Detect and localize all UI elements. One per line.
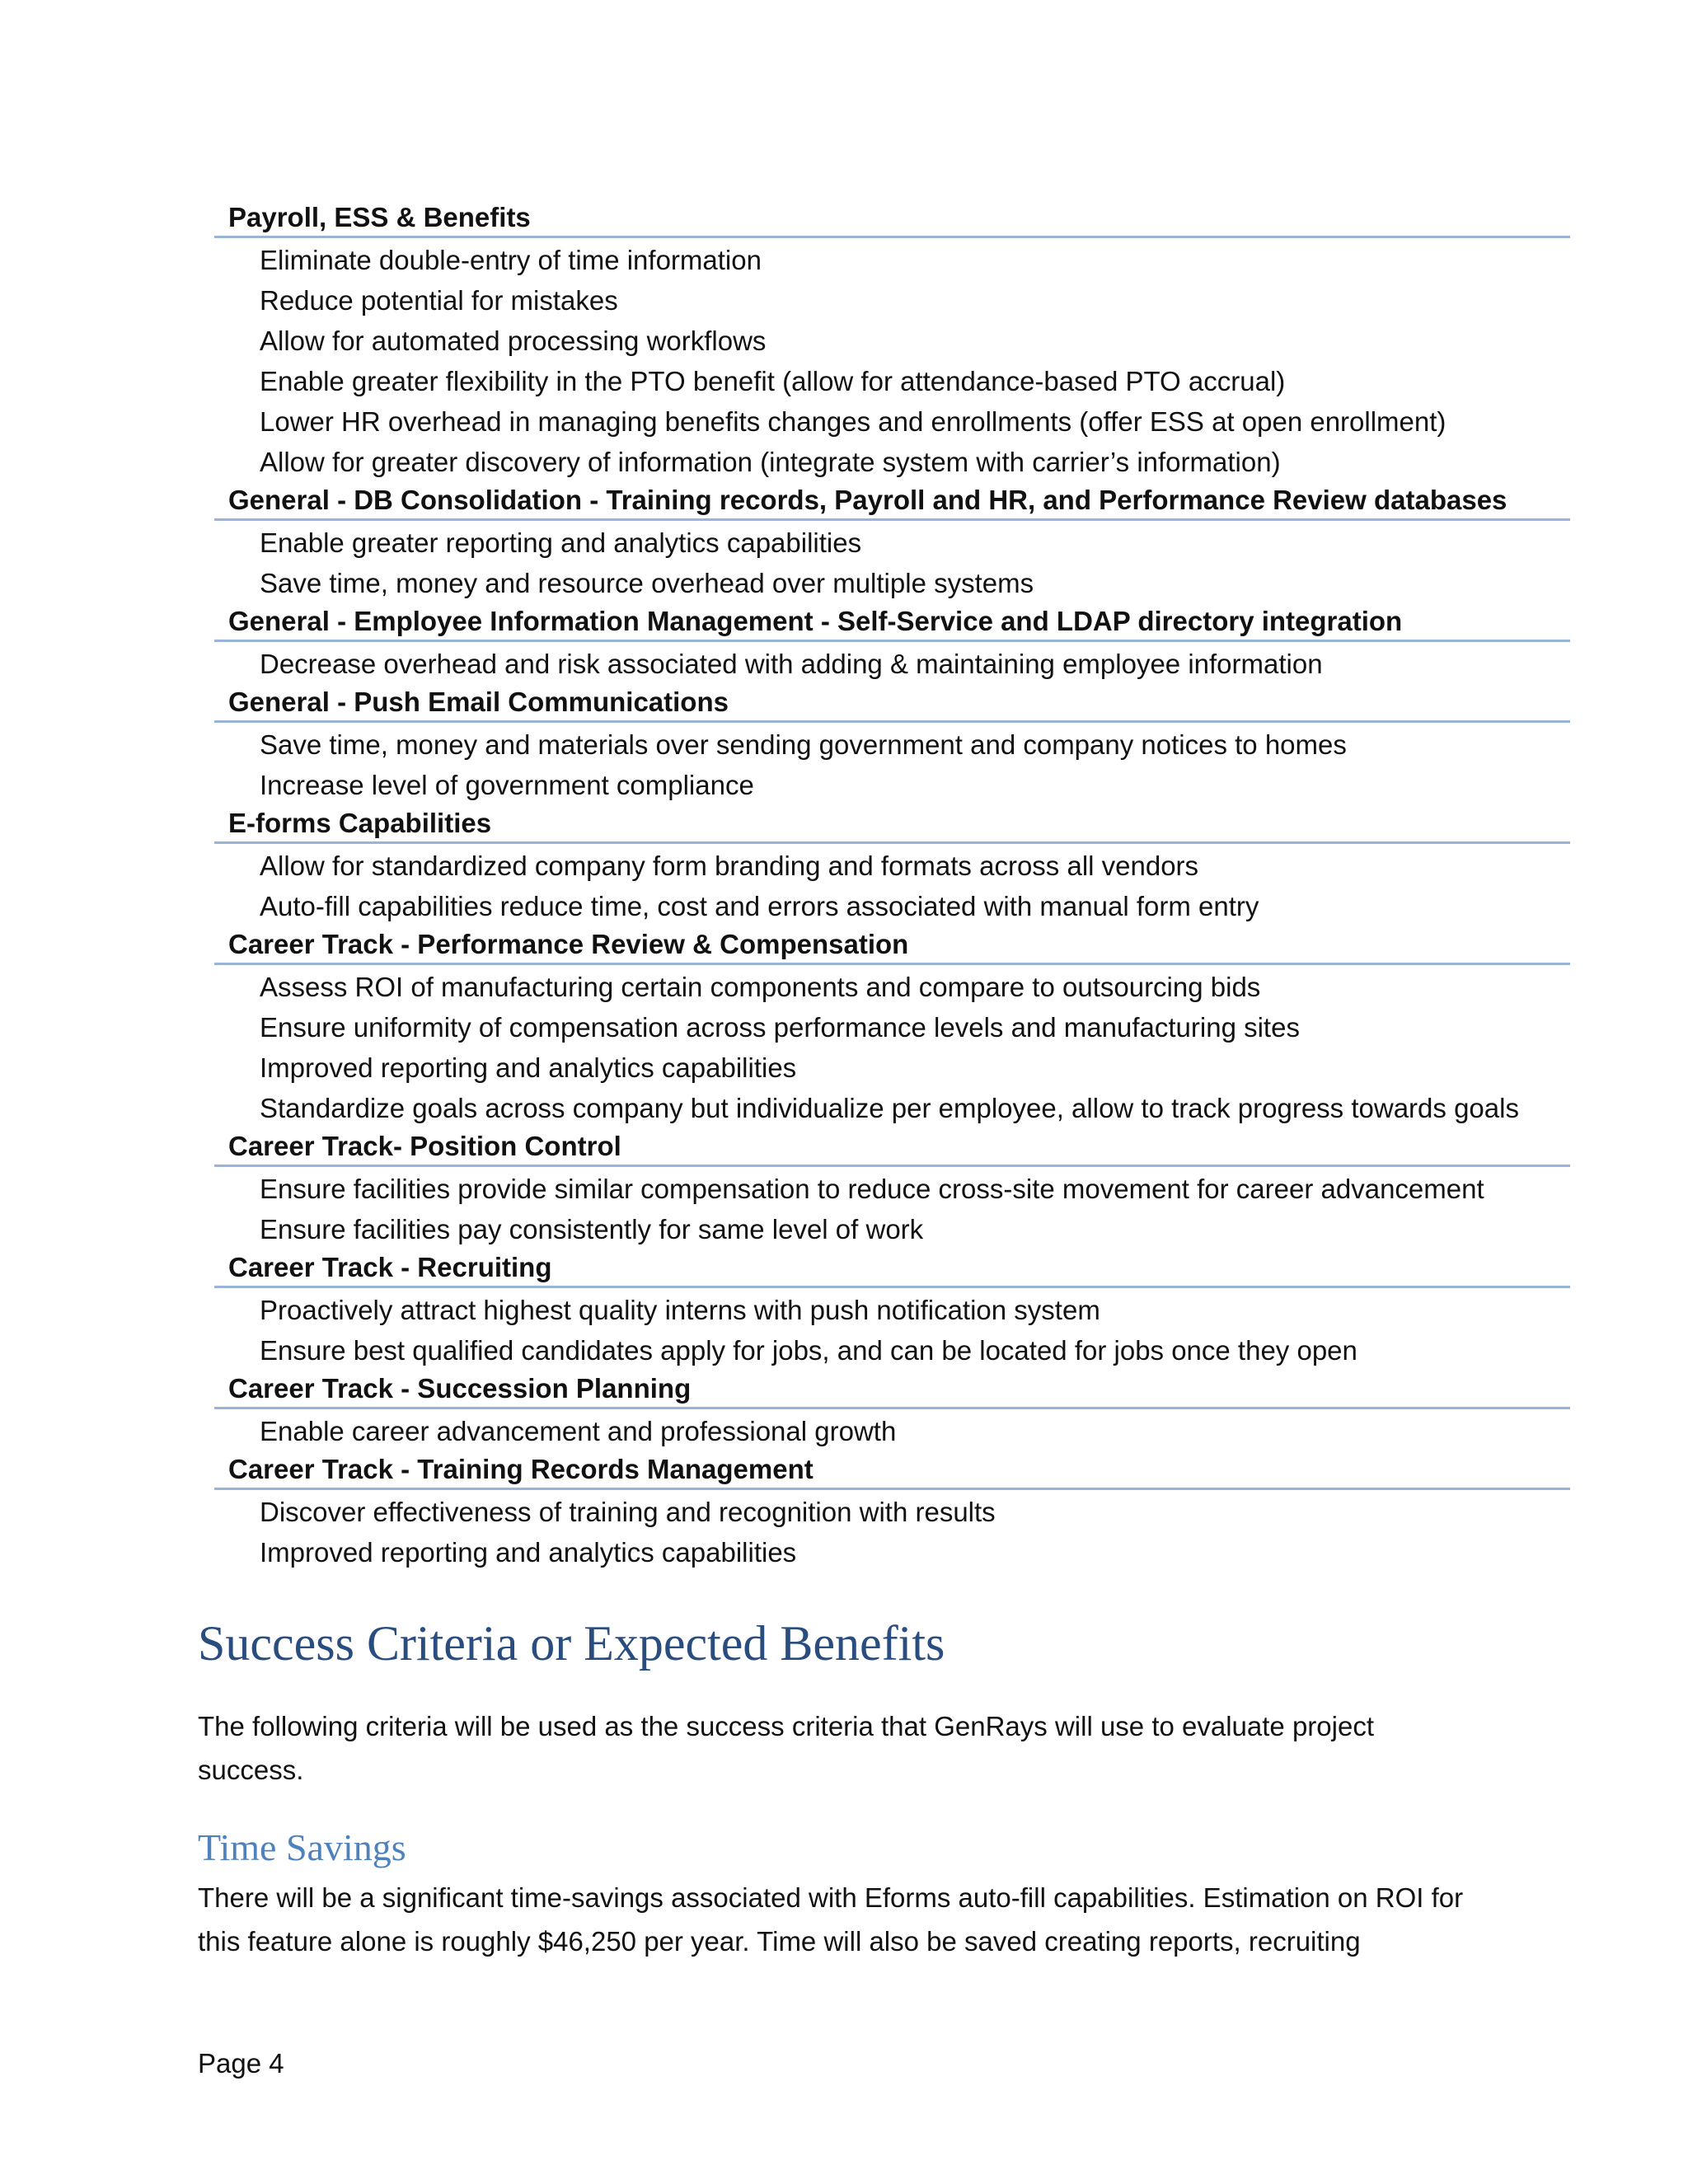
section-items <box>214 1409 1570 1451</box>
benefit-section <box>214 1128 1570 1249</box>
section-items <box>214 238 1570 482</box>
success-criteria-heading: Success Criteria or Expected Benefits <box>198 1616 945 1671</box>
section-items <box>214 521 1570 603</box>
benefit-section <box>214 199 1570 482</box>
benefit-item: Auto-fill capabilities reduce time, cost and errors associated with manual form entry <box>260 891 1259 921</box>
benefit-item: Enable greater reporting and analytics capabilities <box>260 527 862 558</box>
benefit-section <box>214 684 1570 805</box>
benefit-section <box>214 603 1570 684</box>
benefit-section <box>214 1371 1570 1451</box>
benefit-item: Eliminate double-entry of time information <box>260 245 762 275</box>
benefit-item: Ensure uniformity of compensation across performance levels and manufacturing sites <box>260 1012 1300 1043</box>
benefit-item: Decrease overhead and risk associated with adding & maintaining employee information <box>260 649 1323 679</box>
section-heading: Payroll, ESS & Benefits <box>214 199 1570 238</box>
benefit-item: Allow for automated processing workflows <box>260 326 767 356</box>
section-heading: General - Push Email Communications <box>214 684 1570 723</box>
section-items <box>214 642 1570 684</box>
benefit-item: Allow for greater discovery of information (integrate system with carrier’s information) <box>260 447 1281 477</box>
section-items <box>214 723 1570 805</box>
benefit-item: Improved reporting and analytics capabilities <box>260 1052 797 1083</box>
benefit-item: Standardize goals across company but individualize per employee, allow to track progress towards goals <box>260 1093 1519 1123</box>
benefit-section <box>214 1249 1570 1371</box>
benefit-section <box>214 926 1570 1128</box>
section-heading: General - DB Consolidation - Training records, Payroll and HR, and Performance Review databases <box>214 482 1570 521</box>
time-savings-paragraph: There will be a significant time-savings associated with Eforms auto-fill capabilities. Estimation on ROI for this feature alone is roughly $46,250 per year. Time will also be saved creating reports, recruiting <box>198 1882 1464 1957</box>
section-heading: Career Track - Succession Planning <box>214 1371 1570 1409</box>
benefit-item: Ensure facilities provide similar compensation to reduce cross-site movement for career advancement <box>260 1174 1484 1204</box>
benefit-item: Reduce potential for mistakes <box>260 285 618 316</box>
benefit-section <box>214 1451 1570 1572</box>
benefit-item: Enable career advancement and professional growth <box>260 1416 897 1446</box>
section-items <box>214 1167 1570 1249</box>
benefit-section <box>214 482 1570 603</box>
section-items <box>214 844 1570 926</box>
section-items <box>214 1490 1570 1572</box>
section-heading: E-forms Capabilities <box>214 805 1570 844</box>
benefits-table <box>214 199 1570 1572</box>
page-number: Page 4 <box>198 2048 284 2079</box>
benefit-item: Discover effectiveness of training and recognition with results <box>260 1497 996 1527</box>
section-items <box>214 965 1570 1128</box>
section-heading: Career Track - Training Records Management <box>214 1451 1570 1490</box>
benefit-item: Proactively attract highest quality interns with push notification system <box>260 1295 1100 1325</box>
success-intro-paragraph: The following criteria will be used as the success criteria that GenRays will use to evaluate project success. <box>198 1711 1374 1785</box>
benefit-item: Save time, money and materials over sending government and company notices to homes <box>260 729 1347 760</box>
benefit-item: Enable greater flexibility in the PTO benefit (allow for attendance-based PTO accrual) <box>260 366 1286 396</box>
section-items <box>214 1288 1570 1371</box>
benefit-item: Improved reporting and analytics capabilities <box>260 1537 797 1568</box>
benefit-item: Ensure facilities pay consistently for same level of work <box>260 1214 924 1244</box>
benefit-section <box>214 805 1570 926</box>
benefit-item: Increase level of government compliance <box>260 770 754 800</box>
benefit-item: Assess ROI of manufacturing certain components and compare to outsourcing bids <box>260 972 1261 1002</box>
time-savings-heading: Time Savings <box>198 1826 406 1868</box>
benefit-item: Ensure best qualified candidates apply for jobs, and can be located for jobs once they open <box>260 1335 1357 1366</box>
section-heading: Career Track - Performance Review & Compensation <box>214 926 1570 965</box>
section-heading: Career Track- Position Control <box>214 1128 1570 1167</box>
section-heading: General - Employee Information Management - Self-Service and LDAP directory integration <box>214 603 1570 642</box>
benefit-item: Save time, money and resource overhead over multiple systems <box>260 568 1034 598</box>
section-heading: Career Track - Recruiting <box>214 1249 1570 1288</box>
benefit-item: Lower HR overhead in managing benefits changes and enrollments (offer ESS at open enrollment) <box>260 406 1447 437</box>
benefit-item: Allow for standardized company form branding and formats across all vendors <box>260 851 1199 881</box>
